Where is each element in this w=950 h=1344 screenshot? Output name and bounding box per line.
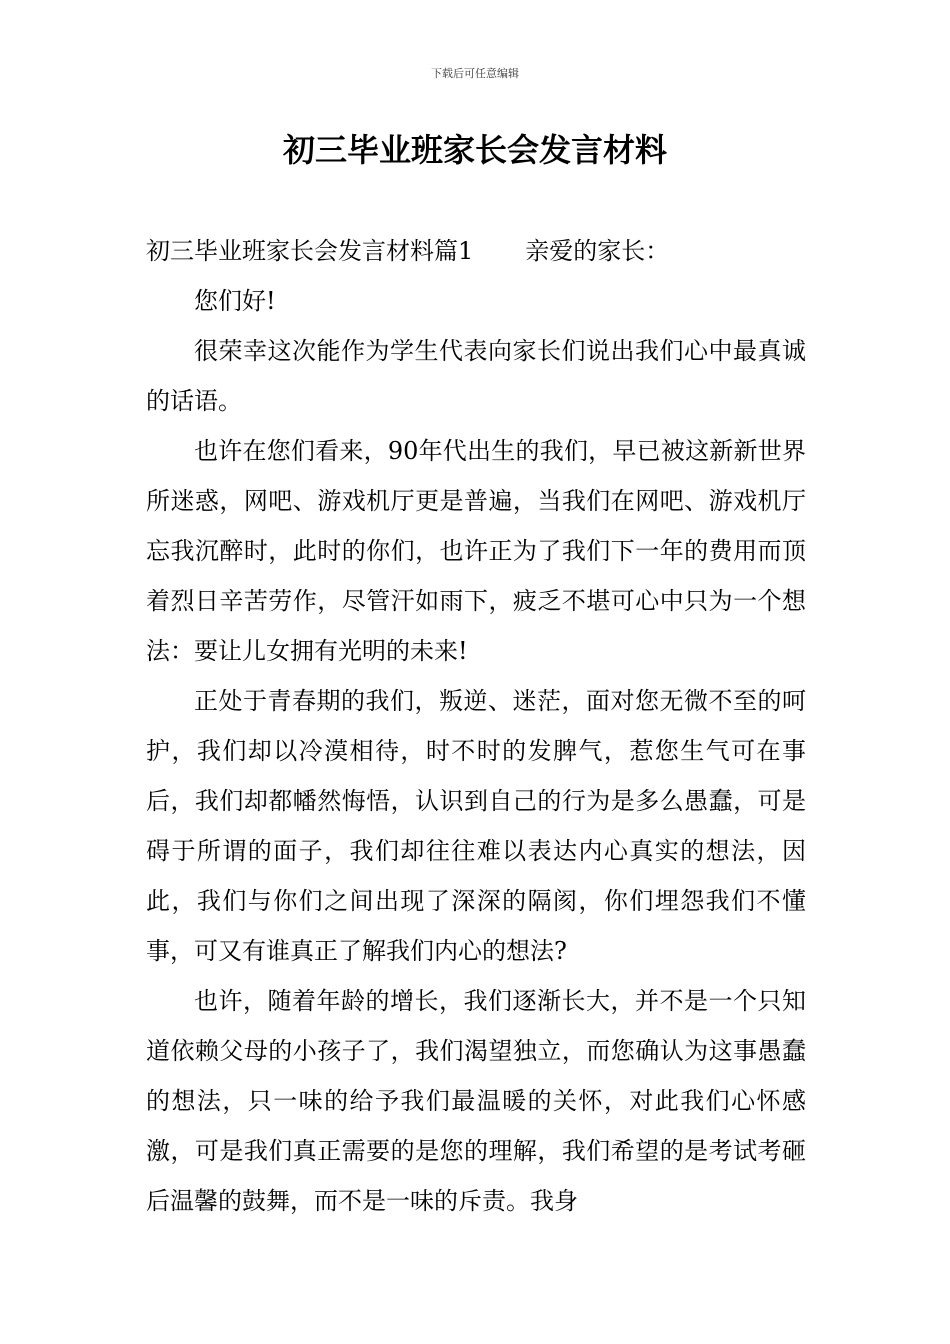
section-heading: 初三毕业班家长会发言材料篇1: [146, 237, 474, 265]
header-note: 下载后可任意编辑: [431, 67, 519, 80]
paragraph-independence: 也许，随着年龄的增长，我们逐渐长大，并不是一个只知道依赖父母的小孩子了，我们渴望独立，而您确认为这事愚蠢的想法，只一味的给予我们最温暖的关怀，对此我们心怀感激，可是我们真正需要的是您的理解，我们希望的是考试考砸后温馨的鼓舞，而不是一味的斥责。我身: [146, 987, 806, 1215]
document-body: [146, 226, 806, 1226]
paragraph-greeting: 您们好!: [194, 287, 276, 315]
lead-line: [146, 226, 806, 276]
paragraph-intro: 很荣幸这次能作为学生代表向家长们说出我们心中最真诚的话语。: [146, 337, 806, 415]
paragraph-parents-toil: 也许在您们看来，90年代出生的我们，早已被这新新世界所迷惑，网吧、游戏机厅更是普遍，当我们在网吧、游戏机厅忘我沉醉时，此时的你们，也许正为了我们下一年的费用而顶着烈日辛苦劳作，尽管汗如雨下，疲乏不堪可心中只为一个想法：要让儿女拥有光明的未来!: [146, 437, 806, 665]
paragraph-adolescence: 正处于青春期的我们，叛逆、迷茫，面对您无微不至的呵护，我们却以冷漠相待，时不时的发脾气，惹您生气可在事后，我们却都幡然悔悟，认识到自己的行为是多么愚蠢，可是碍于所谓的面子，我们却往往难以表达内心真实的想法，因此，我们与你们之间出现了深深的隔阂，你们埋怨我们不懂事，可又有谁真正了解我们内心的想法?: [146, 687, 806, 965]
salutation: 亲爱的家长：: [525, 237, 670, 265]
document-title: 初三毕业班家长会发言材料: [282, 131, 667, 169]
